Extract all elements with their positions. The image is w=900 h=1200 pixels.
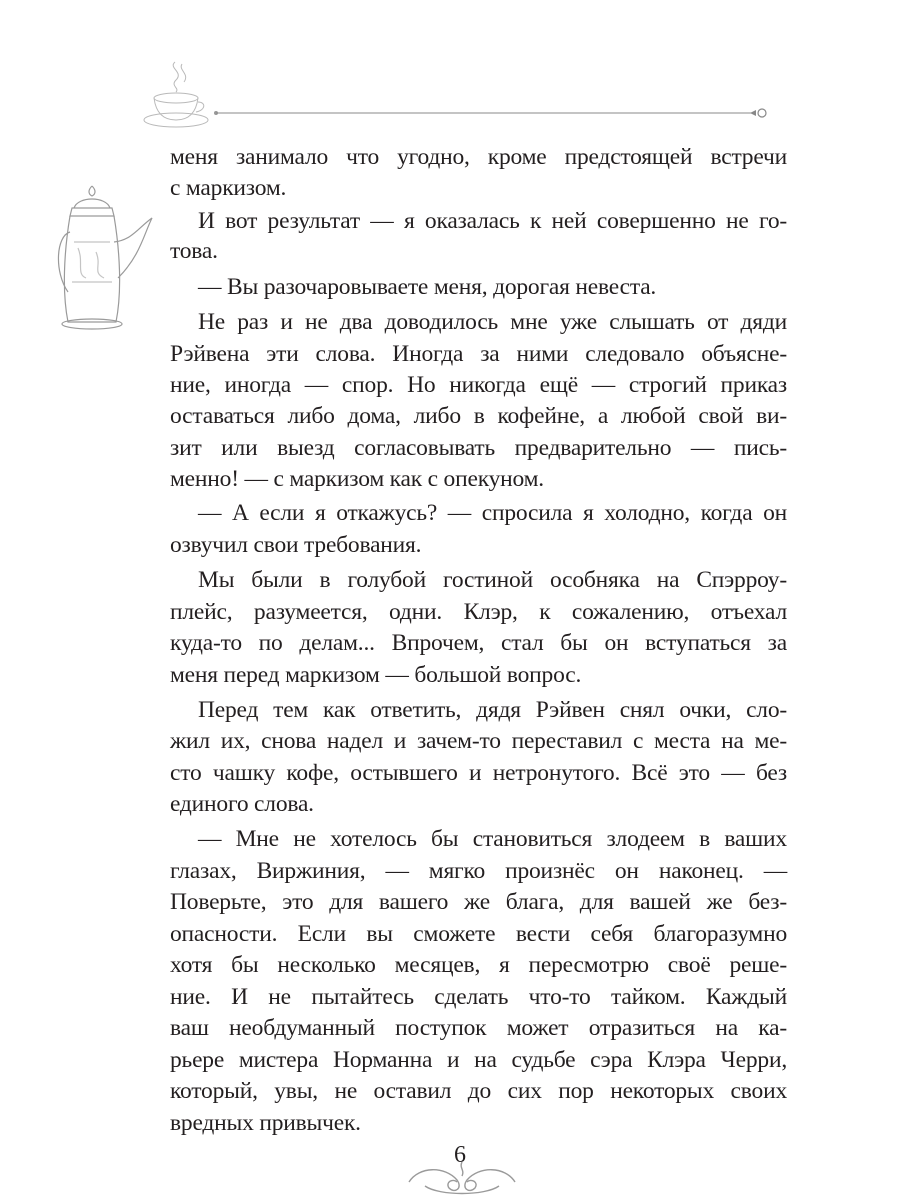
text-line: — Мне не хотелось бы становиться злодеем в ваших: [198, 826, 787, 852]
text-line: опасности. Если вы сможете вести себя благоразумно: [170, 921, 787, 947]
page-number: 6: [454, 1142, 466, 1168]
text-line: зит или выезд согласовывать предварительно — пись-: [170, 435, 787, 461]
text-line: И вот результат — я оказалась к ней совершенно не го-: [198, 208, 787, 234]
text-line: который, увы, не оставил до сих пор некоторых своих: [170, 1078, 787, 1104]
text-line: глазах, Виржиния, — мягко произнёс он наконец. —: [170, 858, 787, 884]
text-line: — А если я откажусь? — спросила я холодно, когда он: [198, 500, 787, 526]
text-line: плейс, разумеется, одни. Клэр, к сожалению, отъехал: [170, 599, 787, 625]
text-line: вредных привычек.: [170, 1110, 361, 1136]
text-line: Рэйвена эти слова. Иногда за ними следовало объясне-: [170, 341, 787, 367]
text-line: озвучил свои требования.: [170, 532, 422, 558]
text-line: менно! — с маркизом как с опекуном.: [170, 466, 544, 492]
text-line: единого слова.: [170, 791, 314, 817]
text-line: това.: [170, 238, 218, 264]
text-line: куда-то по делам... Впрочем, стал бы он вступаться за: [170, 630, 787, 656]
text-line: меня занимало что угодно, кроме предстоящей встречи: [170, 144, 787, 170]
text-line: Не раз и не два доводилось мне уже слышать от дяди: [198, 309, 787, 335]
text-line: Поверьте, это для вашего же блага, для вашей же без-: [170, 889, 787, 915]
text-line: Мы были в голубой гостиной особняка на Спэрроу-: [198, 567, 787, 593]
text-line: меня перед маркизом — большой вопрос.: [170, 662, 582, 688]
text-line: — Вы разочаровываете меня, дорогая невеста.: [198, 274, 657, 300]
text-line: с маркизом.: [170, 175, 287, 201]
text-line: рьере мистера Норманна и на судьбе сэра Клэра Черри,: [170, 1047, 787, 1073]
coffee-cup-icon: [140, 58, 215, 130]
text-line: ваш необдуманный поступок может отразиться на ка-: [170, 1015, 787, 1041]
text-line: ние. И не пытайтесь сделать что-то тайком. Каждый: [170, 984, 787, 1010]
text-line: сто чашку кофе, остывшего и нетронутого. Всё это — без: [170, 760, 787, 786]
text-line: оставаться либо дома, либо в кофейне, а любой свой ви-: [170, 403, 787, 429]
header-rule: [212, 106, 772, 120]
text-line: хотя бы несколько месяцев, я пересмотрю своё реше-: [170, 952, 787, 978]
text-line: ние, иногда — спор. Но никогда ещё — строгий приказ: [170, 372, 787, 398]
text-line: Перед тем как ответить, дядя Рэйвен снял очки, сло-: [198, 697, 787, 723]
flourish-ornament: [405, 1160, 520, 1198]
text-line: жил их, снова надел и зачем-то переставил с места на ме-: [170, 728, 787, 754]
coffee-pot-icon: [52, 182, 157, 332]
